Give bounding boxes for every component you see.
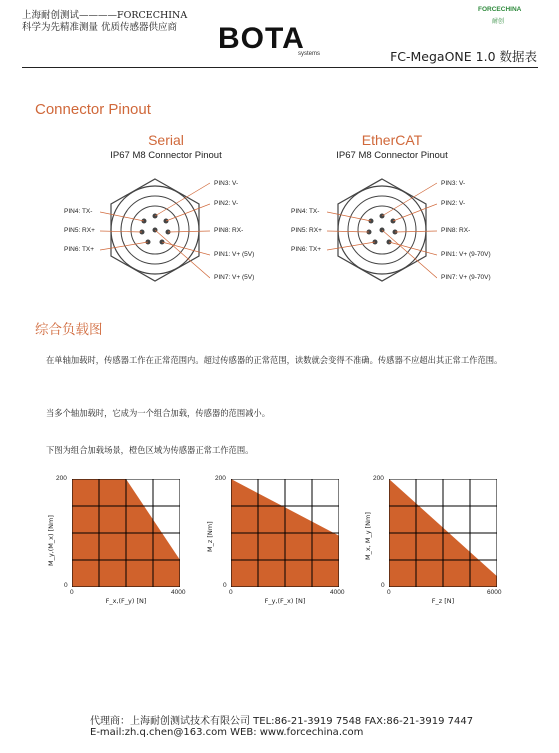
chart-1-ytick-min: 0 <box>64 582 68 589</box>
chart-3-xtick-min: 0 <box>387 589 391 596</box>
chart-1-ytick-max: 200 <box>56 475 67 482</box>
serial-pin-6: PIN6: TX+ <box>64 246 95 253</box>
ethercat-pin-6: PIN6: TX+ <box>291 246 322 253</box>
ethercat-connector-diagram <box>327 175 437 285</box>
chart-3-ylabel: M_x, M_y [Nm] <box>364 512 372 560</box>
serial-pin-3: PIN3: V- <box>214 180 239 187</box>
load-section-title: 综合负载图 <box>35 322 103 338</box>
chart-3-xlabel: F_z [N] <box>431 597 455 605</box>
serial-pin-1: PIN1: V+ (5V) <box>214 251 255 258</box>
header-line-2: 科学为先精准测量 优质传感器供应商 <box>22 22 178 33</box>
chart-1-xlabel: F_x,(F_y) [N] <box>105 597 147 605</box>
bota-logo-sub: systems <box>298 51 321 57</box>
forcechina-logo-sub: 耐创 <box>492 18 505 25</box>
load-paragraph-3: 下图为组合加载场景，橙色区域为传感器正常工作范围。 <box>46 445 254 455</box>
ethercat-pin-1: PIN1: V+ (9-70V) <box>441 251 491 258</box>
chart-2-xtick-min: 0 <box>229 589 233 596</box>
chart-2-xlabel: F_y,(F_x) [N] <box>264 597 306 605</box>
ethercat-pin-7: PIN7: V+ (9-70V) <box>441 274 491 281</box>
chart-1-xtick-max: 4000 <box>171 589 186 596</box>
serial-pin-2: PIN2: V- <box>214 200 239 207</box>
ethercat-pin-2: PIN2: V- <box>441 200 466 207</box>
chart-2-xtick-max: 4000 <box>330 589 345 596</box>
load-chart-3 <box>389 479 497 587</box>
serial-subtitle: IP67 M8 Connector Pinout <box>110 150 222 161</box>
chart-3-ytick-max: 200 <box>373 475 384 482</box>
load-chart-2 <box>231 479 339 587</box>
forcechina-logo: FORCECHINA <box>478 6 522 13</box>
ethercat-pin-5: PIN5: RX+ <box>291 227 322 234</box>
footer-contact-line-2: E-mail:zh.q.chen@163.com WEB: www.forcechina.com <box>90 727 364 738</box>
ethercat-subtitle: IP67 M8 Connector Pinout <box>336 150 448 161</box>
chart-2-ylabel: M_z [Nm] <box>206 521 214 552</box>
chart-3-xtick-max: 6000 <box>487 589 502 596</box>
serial-pin-8: PIN8: RX- <box>214 227 244 234</box>
serial-pin-7: PIN7: V+ (5V) <box>214 274 255 281</box>
ethercat-pin-3: PIN3: V- <box>441 180 466 187</box>
serial-pin-5: PIN5: RX+ <box>64 227 95 234</box>
ethercat-pin-8: PIN8: RX- <box>441 227 471 234</box>
serial-pin-4: PIN4: TX- <box>64 208 93 215</box>
chart-1-xtick-min: 0 <box>70 589 74 596</box>
chart-2-ytick-max: 200 <box>215 475 226 482</box>
footer-contact-line-1: 代理商：上海耐创测试技术有限公司 TEL:86-21-3919 7548 FAX:86-21-3919 7447 <box>90 716 474 727</box>
ethercat-pin-4: PIN4: TX- <box>291 208 320 215</box>
serial-connector-diagram <box>100 175 210 285</box>
ethercat-title: EtherCAT <box>361 132 423 148</box>
chart-1-ylabel: M_y,(M_x) [Nm] <box>47 515 55 566</box>
chart-3-ytick-min: 0 <box>381 582 385 589</box>
load-paragraph-1: 在单轴加载时，传感器工作在正常范围内。超过传感器的正常范围，读数就会变得不准确。传感器不应超出其正常工作范围。 <box>46 355 503 365</box>
load-chart-1 <box>72 479 180 587</box>
bota-logo: BOTA <box>218 22 305 55</box>
chart-2-ytick-min: 0 <box>223 582 227 589</box>
document-title: FC-MegaONE 1.0 数据表 <box>390 49 537 64</box>
load-paragraph-2: 当多个轴加载时，它成为一个组合加载，传感器的范围减小。 <box>46 408 271 418</box>
pinout-section-title: Connector Pinout <box>35 101 151 118</box>
header-line-1: 上海耐创测试————FORCECHINA <box>22 10 188 21</box>
header-divider <box>22 67 538 68</box>
serial-title: Serial <box>148 132 184 148</box>
